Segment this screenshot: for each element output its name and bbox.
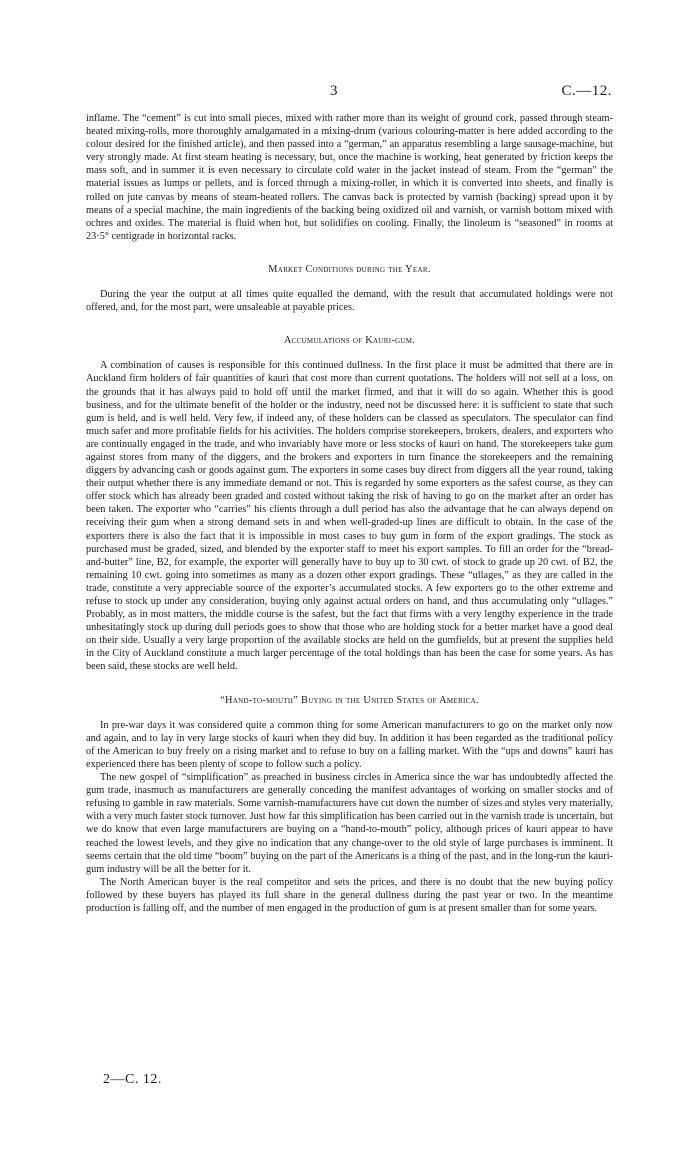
page-number: 3 — [330, 83, 338, 99]
hand-to-mouth-paragraph-2: The new gospel of “simplification” as preached in business circles in America since the war has undoubtedly affected the gum trade, inasmuch as manufacturers are generally conceding the manifest advantages of working on smaller stocks and of refusing to gamble in raw materials. Some varnish-manufacturers have cut down the number of sizes and styles very materially, with a very much faster stock turnover. Just how far this simplification has been carried out in the varnish trade is uncertain, but we do know that even large manufacturers are buying on a “hand-to-mouth” policy, although prices of kauri appear to have reached the lowest levels, and they give no indication that any change-over to the old style of large purchases is imminent. It seems certain that the old time “boom” buying on the part of the Americans is a thing of the past, and in the long-run the kauri-gum industry will be all the better for it. — [86, 772, 613, 875]
document-reference: C.—12. — [561, 83, 612, 99]
hand-to-mouth-paragraph-1: In pre-war days it was considered quite a common thing for some American manufacturers to go on the market only now and again, and to lay in very large stocks of kauri when they did buy. In addition it has been regarded as the traditional policy of the American to buy freely on a rising market and to refuse to buy on a falling market. With the “ups and downs” kauri has experienced there has been plenty of scope to follow such a policy. — [86, 719, 613, 770]
page-header — [0, 83, 700, 103]
section-heading-accumulations: Accumulations of Kauri-gum. — [283, 335, 416, 347]
hand-to-mouth-paragraph-3: The North American buyer is the real competitor and sets the prices, and there is no doubt that the new buying policy followed by these buyers has played its full share in the general dullness during the past year or two. In the meantime production is falling off, and the number of men engaged in the production of gum is at present smaller than for some years. — [86, 876, 613, 914]
accumulations-paragraph: A combination of causes is responsible for this continued dullness. In the first place it must be admitted that there are in Auckland firm holders of fair quantities of kauri that cost more than current quotations. The holders will not sell at a loss, on the grounds that it has always paid to hold off until the market firmed, and that it will do so again. Whether this is good business, and for the ultimate benefit of the holder or the industry, need not be discussed here: it is sufficient to state that such gum is held, and is well held. Very few, if indeed any, of these holders can be classed as speculators. The speculator can find much safer and more profitable fields for his activities. The holders comprise storekeepers, brokers, dealers, and exporters who are continually engaged in the trade, and who invariably have more or less stocks of kauri on hand. The storekeepers take gum against stores from many of the diggers, and the brokers and exporters in turn finance the storekeepers and the remaining diggers by advancing cash or goods against gum. The exporters in some cases buy direct from diggers all the year round, taking their output whether there is any immediate demand or not. This is regarded by some exporters as the safest course, as they can offer stock which has already been graded and costed without taking the risk of having to go on the market after an order has been taken. The exporter who “carries” his clients through a dull period has also the advantage that he can always depend on receiving their gum when a strong demand sets in and when well-graded-up lines are difficult to obtain. In the case of the exporters there is also the fact that it is impossible in most cases to buy gum in form of the export gradings. The stock as purchased must be graded, sized, and blended by the exporter staff to meet his export samples. To fill an order for the “bread-and-butter” line, B2, for example, the exporter will generally have to buy up to 30 cwt. of stock to grade up 20 cwt. of B2, the remaining 10 cwt. going into sometimes as many as a dozen other export gradings. These “ullages,” as they are called in the trade, constitute a very appreciable source of the exporter’s accumulated stocks. A few exporters go to the other extreme and refuse to stock up under any consideration, buying only against actual orders on hand, and thus accumulating only “ullages.” Probably, as in most matters, the middle course is the safest, but the fact that firms with a very lengthy experience in the trade unhesitatingly stock up during dull periods goes to show that those who are holding stock for a better market have a good deal on their side. Usually a very large proportion of the available stocks are held on the gumfields, but at present the supplies held in the City of Auckland constitute a much larger percentage of the total holdings than has been the case for some years. As has been said, these stocks are well held. — [86, 360, 613, 673]
section-heading-market-conditions: Market Conditions during the Year. — [268, 263, 431, 275]
signature-mark: 2—C. 12. — [103, 1072, 162, 1087]
section-heading-hand-to-mouth: “Hand-to-mouth” Buying in the United States of America. — [220, 694, 479, 706]
intro-paragraph: inflame. The “cement” is cut into small pieces, mixed with rather more than its weight of ground cork, passed through steam-heated mixing-rolls, more thoroughly amalgamated in a mixing-drum (various colouring-matter is here added according to the colour desired for the finished article), and then passed into a “german,” an apparatus resembling a large sausage-machine, but very strongly made. At first steam heating is necessary, but, once the machine is working, heat generated by friction keeps the mass soft, and in summer it is even necessary to circulate cold water in the jacket instead of steam. From the “german” the material issues as lumps or pellets, and is forced through a mixing-roller, in which it is converted into sheets, and finally is rolled on jute canvas by means of steam-heated rollers. The canvas back is protected by varnish (backing) spread upon it by means of a special machine, the main ingredients of the backing being oxidized oil and varnish, or varnish bottom mixed with ochres and oxides. The material is fluid when hot, but solidifies on cooling. Finally, the linoleum is “seasoned” in rooms at 23·5° centigrade in horizontal racks. — [86, 113, 613, 242]
market-conditions-paragraph: During the year the output at all times quite equalled the demand, with the result that accumulated holdings were not offered, and, for the most part, were unsaleable at payable prices. — [86, 289, 613, 314]
document-body — [86, 112, 613, 915]
